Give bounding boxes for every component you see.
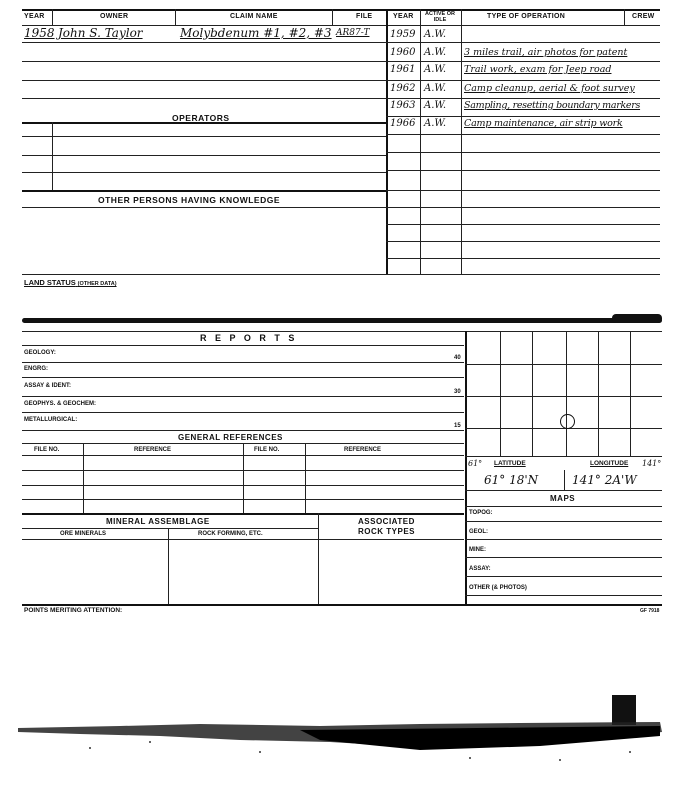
reports-assay-num: 30: [454, 389, 461, 395]
longitude-label: LONGITUDE: [590, 460, 629, 467]
operation-active: A.W.: [424, 83, 447, 94]
operation-active: A.W.: [424, 100, 447, 111]
land-status-label: [24, 278, 117, 287]
owner-entry-file: AR87-T: [336, 28, 370, 38]
points-meriting-attention: POINTS MERITING ATTENTION:: [24, 607, 123, 614]
lat-prefix: 61°: [468, 459, 483, 468]
gr-col-file-no2: FILE NO.: [254, 447, 280, 453]
lon-suffix: 141°: [642, 459, 662, 468]
land-status-sub: (OTHER DATA): [77, 281, 117, 287]
operation-type: Camp maintenance, air strip work: [464, 118, 623, 129]
maps-topog: TOPOG:: [469, 510, 493, 516]
torn-edge: [22, 318, 662, 323]
operation-active: A.W.: [424, 47, 447, 58]
rock-types-label: ROCK TYPES: [358, 527, 416, 536]
land-status-title: LAND STATUS: [24, 278, 76, 287]
reports-geophys-label: GEOPHYS. & GEOCHEM:: [24, 401, 97, 407]
mineral-assemblage-title: MINERAL ASSEMBLAGE: [106, 517, 210, 526]
operation-type: Trail work, exam for Jeep road: [464, 64, 612, 75]
header-owner: OWNER: [100, 13, 129, 20]
operation-year: 1963: [390, 100, 416, 111]
latitude-label: LATITUDE: [494, 460, 526, 467]
operation-year: 1962: [390, 83, 416, 94]
maps-assay: ASSAY:: [469, 566, 491, 572]
operation-year: 1961: [390, 64, 416, 75]
reports-geology-label: GEOLOGY:: [24, 350, 56, 356]
operation-type: Camp cleanup, aerial & foot survey: [464, 83, 635, 94]
operation-type: 3 miles trail, air photos for patent: [464, 47, 628, 58]
header-claim-name: CLAIM NAME: [230, 13, 278, 20]
maps-mine: MINE:: [469, 547, 486, 553]
torn-bottom-edge: [0, 690, 678, 780]
form-number: GF 7918: [640, 608, 660, 614]
reports-engrg-label: ENGRG:: [24, 366, 48, 372]
reports-metallurgical-label: METALLURGICAL:: [24, 417, 78, 423]
location-marker-circle: [560, 414, 575, 429]
gr-col-reference2: REFERENCE: [344, 447, 382, 453]
operation-active: A.W.: [424, 118, 447, 129]
gr-col-file-no: FILE NO.: [34, 447, 60, 453]
latitude-value: 61° 18'N: [484, 473, 539, 487]
general-references-title: GENERAL REFERENCES: [178, 433, 283, 442]
header-file: FILE: [356, 13, 373, 20]
header-active-idle: ACTIVE OR IDLE: [425, 11, 455, 23]
reports-assay-label: ASSAY & IDENT:: [24, 383, 72, 389]
maps-geol: GEOL:: [469, 529, 488, 535]
header-type-of-operation: TYPE OF OPERATION: [487, 13, 566, 20]
operation-active: A.W.: [424, 29, 447, 40]
associated-label: ASSOCIATED: [358, 517, 415, 526]
reports-metallurgical-num: 15: [454, 423, 461, 429]
header-crew: CREW: [632, 13, 655, 20]
maps-other: OTHER (& PHOTOS): [469, 585, 527, 591]
maps-title: MAPS: [550, 494, 576, 503]
rock-forming-label: ROCK FORMING, ETC.: [198, 531, 263, 537]
operation-year: 1966: [390, 118, 416, 129]
operation-type: Sampling, resetting boundary markers: [464, 100, 641, 111]
operation-year: 1960: [390, 47, 416, 58]
gr-col-reference: REFERENCE: [134, 447, 172, 453]
other-persons-label: OTHER PERSONS HAVING KNOWLEDGE: [98, 195, 281, 205]
header-year-right: YEAR: [393, 13, 414, 20]
longitude-value: 141° 2A'W: [572, 473, 637, 487]
operation-active: A.W.: [424, 64, 447, 75]
reports-title: R E P O R T S: [200, 333, 298, 343]
owner-entry-year: 1958: [24, 26, 55, 40]
operators-label: OPERATORS: [172, 113, 230, 123]
ore-minerals-label: ORE MINERALS: [60, 531, 107, 537]
operation-year: 1959: [390, 29, 416, 40]
header-year: YEAR: [24, 13, 45, 20]
owner-entry-claim-name: Molybdenum #1, #2, #3: [180, 26, 332, 40]
reports-geology-num: 40: [454, 355, 461, 361]
owner-entry-owner: John S. Taylor: [58, 26, 143, 40]
